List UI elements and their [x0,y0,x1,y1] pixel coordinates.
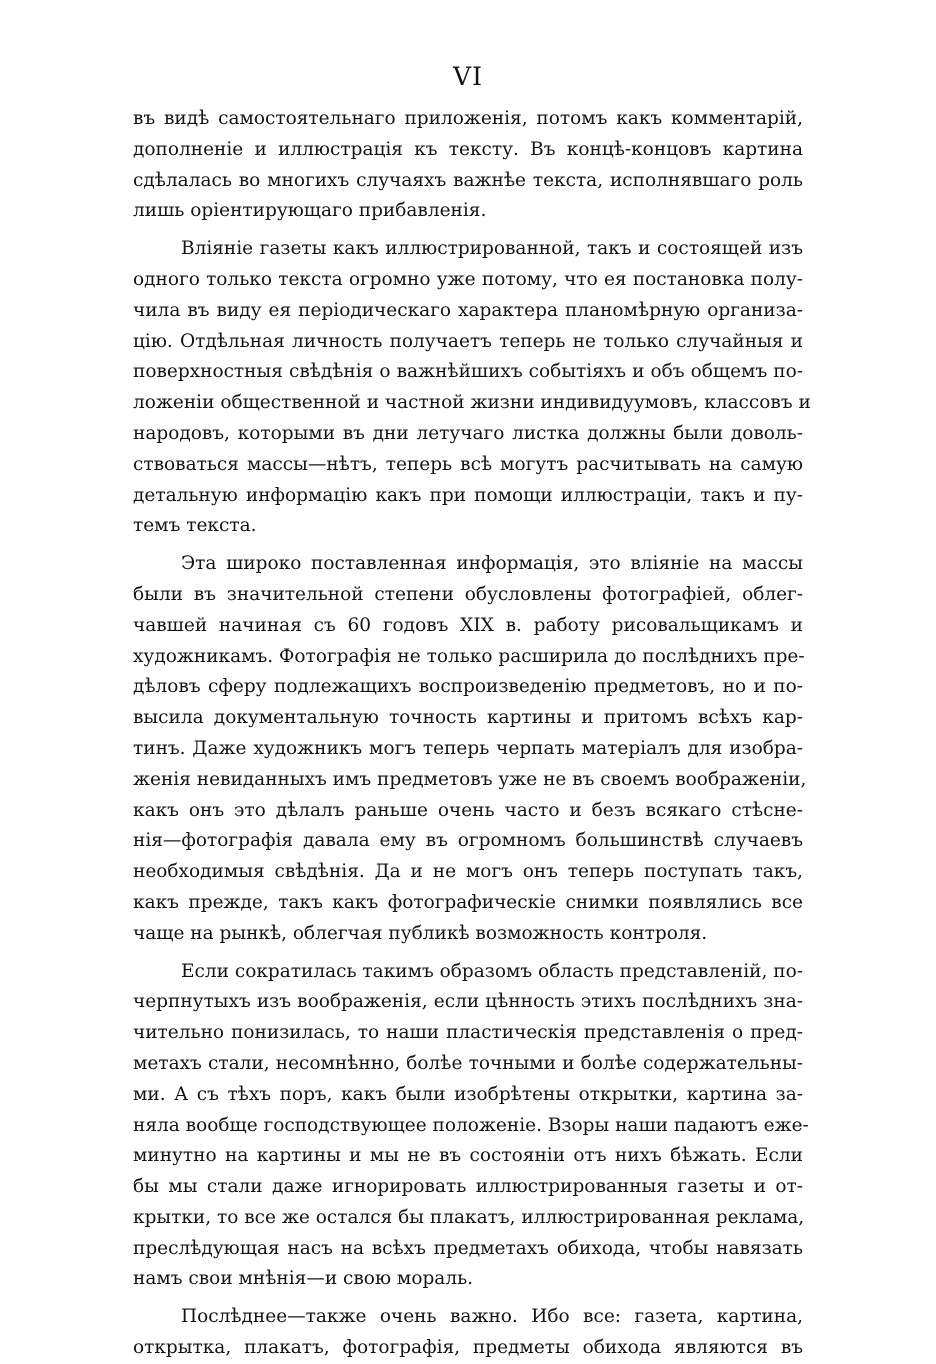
text-line: метахъ стали, несомнѣнно, болѣе точными и болѣе содержательны- [133,1052,803,1074]
text-line: поверхностныя свѣдѣнія о важнѣйшихъ событіяхъ и объ общемъ по- [133,361,803,383]
paragraph [133,104,803,227]
text-line: бы мы стали даже игнорировать иллюстрированныя газеты и от- [133,1176,803,1198]
text-line: Эта широко поставленная информація, это вліяніе на массы [181,553,803,575]
text-line: какъ онъ это дѣлалъ раньше очень часто и безъ всякаго стѣсне- [133,799,803,821]
text-line: чила въ виду ея періодическаго характера планомѣрную организа- [133,299,803,321]
text-line: преслѣдующая насъ на всѣхъ предметахъ обихода, чтобы навязать [133,1237,803,1259]
text-line: дополненіе и иллюстрація къ тексту. Въ концѣ-концовъ картина [133,138,803,160]
text-line: черпнутыхъ изъ воображенія, если цѣнность этихъ послѣднихъ зна- [133,991,803,1013]
text-line: чавшей начиная съ 60 годовъ XIX в. работу рисовальщикамъ и [133,614,803,636]
paragraph [133,549,807,949]
text-line: Послѣднее—также очень важно. Ибо все: газета, картина, [181,1306,803,1328]
text-line: какъ прежде, такъ какъ фотографическіе снимки появлялись все [133,891,803,913]
text-block [133,104,811,1364]
text-line: необходимыя свѣдѣнія. Да и не могъ онъ теперь поступать такъ, [133,861,803,883]
text-line: цію. Отдѣльная личность получаетъ теперь не только случайныя и [133,330,803,352]
text-line: ми. А съ тѣхъ поръ, какъ были изобрѣтены открытки, картина за- [133,1083,803,1105]
paragraph [133,234,811,542]
text-line: тинъ. Даже художникъ могъ теперь черпать матеріалъ для изобра- [133,737,803,759]
text-line: темъ текста. [133,515,257,537]
text-line: крытки, то все же остался бы плакатъ, иллюстрированная реклама, [133,1206,805,1228]
text-line: минутно на картины и мы не въ состояніи отъ нихъ бѣжать. Если [133,1145,803,1167]
text-line: Если сократилась такимъ образомъ область представленій, по- [181,960,803,982]
text-line: дѣловъ сферу подлежащихъ воспроизведенію предметовъ, но и по- [133,676,803,698]
text-line: ствоваться массы—нѣтъ, теперь всѣ могутъ расчитывать на самую [133,453,803,475]
text-line: открытка, плакатъ, фотографія, предметы обихода являются въ [133,1337,803,1359]
text-line: художникамъ. Фотографія не только расширила до послѣднихъ пре- [133,645,805,667]
text-line: лишь оріентирующаго прибавленія. [133,200,487,222]
text-line: одного только текста огромно уже потому, что ея постановка полу- [133,268,803,290]
text-line: сдѣлалась во многихъ случаяхъ важнѣе текста, исполнявшаго роль [133,169,803,191]
text-line: детальную информацію какъ при помощи иллюстраціи, такъ и пу- [133,484,803,506]
text-line: чительно понизилась, то наши пластическія представленія о пред- [133,1022,803,1044]
text-line: въ видѣ самостоятельнаго приложенія, потомъ какъ комментарій, [133,108,803,129]
text-line: Вліяніе газеты какъ иллюстрированной, такъ и состоящей изъ [181,238,803,260]
text-line: няла вообще господствующее положеніе. Взоры наши падаютъ еже- [133,1114,809,1136]
paragraph [133,1302,803,1364]
text-line: чаще на рынкѣ, облегчая публикѣ возможность контроля. [133,922,708,944]
paragraph [133,957,809,1296]
text-line: ложеніи общественной и частной жизни индивидуумовъ, классовъ и [133,392,811,414]
text-line: высила документальную точность картины и притомъ всѣхъ кар- [133,707,803,729]
text-line: намъ свои мнѣнія—и свою мораль. [133,1268,474,1290]
page-number: VI [453,62,483,91]
text-line: были въ значительной степени обусловлены фотографіей, облег- [133,583,803,605]
text-line: нія—фотографія давала ему въ огромномъ большинствѣ случаевъ [133,830,803,852]
text-line: народовъ, которыми въ дни летучаго листка должны были доволь- [133,422,803,444]
text-line: женія невиданныхъ имъ предметовъ уже не въ своемъ воображеніи, [133,768,807,790]
